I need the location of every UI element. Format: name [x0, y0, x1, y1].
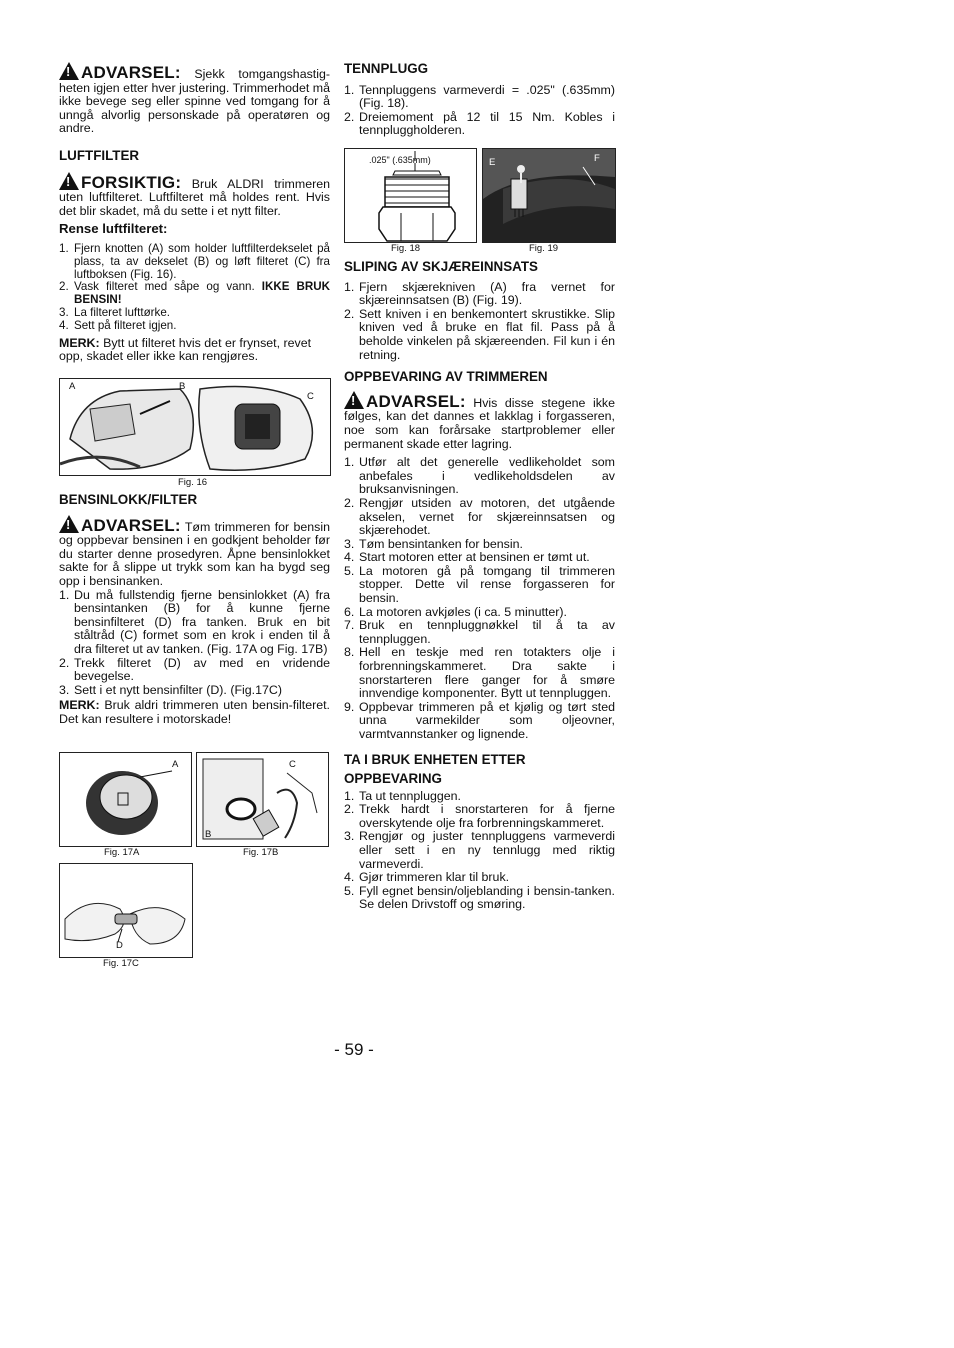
- label-c: C: [307, 391, 314, 402]
- section-heading-bensinlokk: BENSINLOKK/FILTER: [59, 492, 198, 507]
- list-item: 6. La motoren avkjøles (i ca. 5 minutter).: [344, 604, 567, 619]
- label-a: A: [172, 759, 179, 770]
- warning-idle: [59, 62, 330, 136]
- section-heading-oppbevaring: OPPBEVARING AV TRIMMEREN: [344, 369, 548, 385]
- label-f: F: [594, 153, 600, 164]
- list-item: 2. Trekk hardt i snorstarteren for å fjerne overskytende olje fra forbrenningskammeret.: [344, 802, 615, 830]
- warning-oppbevaring: [344, 391, 615, 451]
- list-item: 7. Bruk en tennpluggnøkkel til å ta av tennpluggen.: [344, 618, 615, 646]
- caption-fig18: Fig. 18: [391, 243, 421, 254]
- list-item: 5. La motoren gå på tomgang til trimmeren stopper. Dette vil rense forgasseren for bensin.: [344, 563, 615, 606]
- list-item: 5. Fyll egnet bensin/oljeblanding i bensin-tanken. Se delen Drivstoff og smøring.: [344, 883, 615, 912]
- list-item: 9. Oppbevar trimmeren på et kjølig og tørt sted unna varmekilder som oljeovner, varmtvannstanker og lignende.: [344, 699, 615, 741]
- figure-16: [59, 378, 331, 476]
- list-item: 2. Trekk filteret (D) av med en vridende bevegelse.: [59, 655, 330, 684]
- list-item: 3. Tøm bensintanken for bensin.: [344, 536, 523, 551]
- figure-18: [344, 148, 477, 243]
- caution-text: Bruk ALDRI trimmeren uten luftfilteret. Luftfilteret må holdes rent. Hvis det blir skadet, må du sette i et nytt filter.: [59, 176, 330, 218]
- warning-triangle-icon: [59, 172, 79, 190]
- list-item: 3. La filteret lufttørke.: [59, 305, 171, 319]
- label-e: E: [489, 157, 496, 168]
- fuel-tank-illustration: [197, 753, 328, 846]
- subheading-clean-filter: Rense luftfilteret:: [59, 221, 168, 237]
- section-heading-tennplugg: TENNPLUGG: [344, 61, 429, 76]
- caption-fig17b: Fig. 17B: [243, 847, 279, 858]
- bensinlokk-section: [59, 493, 330, 727]
- caption-fig19: Fig. 19: [529, 243, 559, 254]
- warning-bensin: [59, 515, 330, 589]
- right-column-lower: [344, 260, 615, 912]
- page-number: - 59 -: [334, 1040, 374, 1059]
- caution-word: FORSIKTIG:: [81, 172, 182, 192]
- section-heading-ta-i-bruk: TA I BRUK ENHETEN ETTER OPPBEVARING: [344, 751, 526, 786]
- list-item: 2. Vask filteret med såpe og vann. IKKE BRUK BENSIN!: [59, 280, 330, 307]
- list-item: 2. Sett kniven i en benkemontert skrustikke. Slip kniven ved å bruke en flat fil. Pass på å beholde vinkelen på skjæreenden. Fil kun i én retning.: [344, 306, 615, 362]
- caption-fig17c: Fig. 17C: [103, 958, 139, 969]
- list-item: 2. Dreiemoment på 12 til 15 Nm. Kobles i tennpluggholderen.: [344, 109, 615, 138]
- list-item: 8. Hell en teskje med ren totakters olje i forbrenningskammeret. Dra sakte i snorstarteren flere ganger for å smøre innvendige komponenter. Bytt ut tennpluggen.: [344, 645, 615, 701]
- warning-word: ADVARSEL:: [81, 63, 181, 82]
- warning-word: ADVARSEL:: [81, 515, 181, 535]
- air-filter-illustration: [60, 379, 330, 475]
- list-item: 4. Start motoren etter at bensinen er tømt ut.: [344, 550, 590, 565]
- tennplugg-steps: [344, 84, 615, 138]
- list-item: 1. Fjern skjærekniven (A) fra vernet for skjæreinnsatsen (B) (Fig. 19).: [344, 279, 615, 308]
- left-column: [59, 62, 330, 364]
- sliping-steps: [344, 281, 615, 363]
- note-bensinlokk: MERK: Bruk aldri trimmeren uten bensin-filteret. Det kan resultere i motorskade!: [59, 698, 330, 726]
- list-item: 1. Tennpluggens varmeverdi = .025" (.635mm) (Fig. 18).: [344, 82, 615, 111]
- ta-i-bruk-steps: [344, 790, 615, 912]
- figure-17a: [59, 752, 192, 847]
- label-b: B: [205, 829, 212, 840]
- warning-word: ADVARSEL:: [366, 391, 466, 411]
- list-item: 2. Rengjør utsiden av motoren, det utgående akselen, vernet for skjæreinnsatsen og skjærehodet.: [344, 495, 615, 538]
- warning-triangle-icon: [59, 515, 79, 533]
- list-item: 3. Sett i et nytt bensinfilter (D). (Fig.17C): [59, 682, 282, 697]
- list-item: 1. Fjern knotten (A) som holder luftfilterdekselet på plass, ta av dekselet (B) og løft filteret (C) fra luftboksen (Fig. 16).: [59, 241, 330, 281]
- list-item: 1. Du må fullstendig fjerne bensinlokket (A) fra bensintanken (B) for å kunne fjerne bensinfilteret (D) fra tanken. Bruk en bit ståltråd (C) formet som en krok i enden til å dra filteret ut av tanken. (Fig. 17A og Fig. 17B): [59, 587, 330, 656]
- warning-text: Tøm trimmeren for bensin og oppbevar bensinen i en godkjent beholder før du starter denne prosedyren. Åpne bensinlokket sakte for å slippe ut trykk som kan ha bygd seg opp i bensinanken.: [59, 519, 330, 588]
- list-item: 3. Rengjør og juster tennpluggens varmeverdi eller sett i en ny tennlugg med riktig varmeverdi.: [344, 829, 615, 871]
- section-heading-luftfilter: LUFTFILTER: [59, 147, 140, 163]
- figure-19: [482, 148, 616, 243]
- list-item: 4. Gjør trimmeren klar til bruk.: [344, 870, 510, 885]
- label-d: D: [116, 940, 123, 951]
- warning-triangle-icon: [344, 391, 364, 409]
- right-column: [344, 62, 615, 138]
- list-item: 4. Sett på filteret igjen.: [59, 318, 177, 332]
- warning-text: Hvis disse stegene ikke følges, kan det dannes et lakklag i forgasseren, noe som kan forårsake startproblemer eller permanent skade etter lagring.: [344, 395, 615, 451]
- gap-label: .025" (.635mm): [369, 155, 431, 165]
- luftfilter-steps: [59, 243, 330, 333]
- fuel-filter-illustration: [60, 864, 192, 957]
- caution-luftfilter: [59, 172, 330, 219]
- list-item: 1. Ta ut tennpluggen.: [344, 788, 461, 803]
- figure-17b: [196, 752, 329, 847]
- warning-text: Sjekk tomgangshastig-heten igjen etter hver justering. Trimmerhodet må ikke bevege seg eller spinne ved tomgang for å unngå alvorlig personskade på operatøren og andre.: [59, 67, 330, 136]
- label-c: C: [289, 759, 296, 770]
- bensinlokk-steps: [59, 589, 330, 698]
- caption-fig16: Fig. 16: [178, 477, 208, 488]
- figure-17c: [59, 863, 193, 958]
- list-item: 1. Utfør alt det generelle vedlikeholdet som anbefales i vedlikeholdsdelen av bruksanvisningen.: [344, 455, 615, 497]
- caption-fig17a: Fig. 17A: [104, 847, 140, 858]
- warning-triangle-icon: [59, 62, 79, 80]
- label-a: A: [69, 381, 76, 392]
- section-heading-sliping: SLIPING AV SKJÆREINNSATS: [344, 259, 538, 274]
- oppbevaring-steps: [344, 456, 615, 741]
- note-luftfilter: MERK: Bytt ut filteret hvis det er frynset, revet opp, skadet eller ikke kan rengjøres.: [59, 335, 312, 364]
- label-b: B: [179, 381, 186, 392]
